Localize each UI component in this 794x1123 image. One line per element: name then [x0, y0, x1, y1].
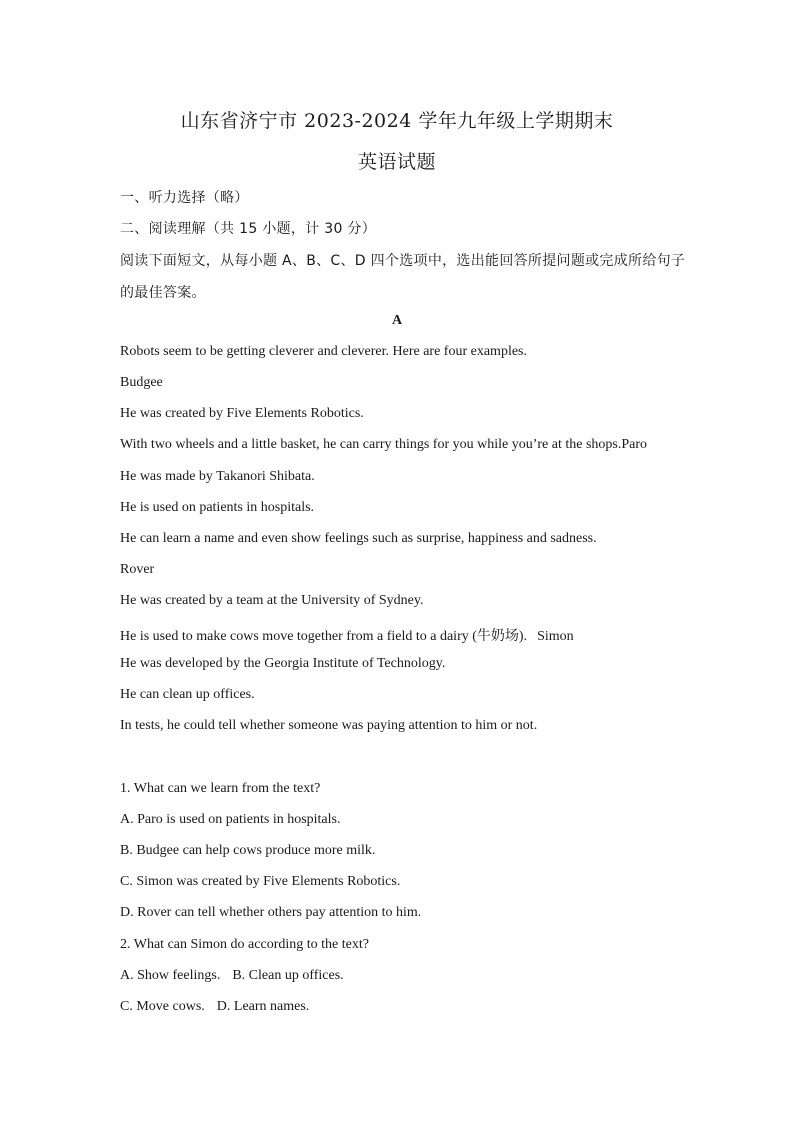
passage-line-text: He is used to make cows move together from a field to a dairy (牛奶场).	[120, 629, 528, 644]
question-1-stem: 1. What can we learn from the text?	[120, 781, 321, 796]
exam-subject-title: 英语试题	[357, 151, 436, 173]
passage-line: He was developed by the Georgia Institute of Technology.	[120, 656, 446, 671]
question-1-option-d[interactable]: D. Rover can tell whether others pay attention to him.	[120, 905, 422, 920]
question-2-option-d[interactable]: D. Learn names.	[216, 999, 310, 1014]
passage-line	[120, 625, 574, 645]
passage-line: He can learn a name and even show feelings such as surprise, happiness and sadness.	[120, 531, 597, 546]
passage-line: He was made by Takanori Shibata.	[120, 469, 315, 484]
exam-title: 山东省济宁市 2023-2024 学年九年级上学期期末	[180, 110, 614, 132]
passage-line: He is used on patients in hospitals.	[120, 500, 315, 515]
question-2-option-b[interactable]: B. Clean up offices.	[232, 968, 344, 983]
question-1-option-c[interactable]: C. Simon was created by Five Elements Robotics.	[120, 874, 401, 889]
question-2-option-c[interactable]: C. Move cows.	[120, 999, 205, 1014]
passage-line: Rover	[120, 562, 155, 577]
question-1-option-a[interactable]: A. Paro is used on patients in hospitals.	[120, 812, 341, 827]
passage-label: A	[391, 313, 403, 328]
section-listening: 一、听力选择（略）	[120, 190, 249, 206]
question-2-options-row-2	[120, 999, 309, 1015]
passage-line: Budgee	[120, 375, 163, 390]
section-reading: 二、阅读理解（共 15 小题，计 30 分）	[120, 221, 377, 237]
robot-name-simon: Simon	[537, 629, 574, 644]
question-2-options-row-1	[120, 968, 344, 984]
passage-line: With two wheels and a little basket, he can carry things for you while you’re at the shops.Paro	[120, 437, 648, 452]
question-2-stem: 2. What can Simon do according to the text?	[120, 937, 369, 952]
passage-line: He was created by Five Elements Robotics.	[120, 406, 364, 421]
passage-line: He was created by a team at the University of Sydney.	[120, 593, 424, 608]
passage-line: Robots seem to be getting cleverer and cleverer. Here are four examples.	[120, 344, 527, 359]
passage-line: In tests, he could tell whether someone was paying attention to him or not.	[120, 718, 538, 733]
question-2-option-a[interactable]: A. Show feelings.	[120, 968, 221, 983]
reading-instruction-line-2: 的最佳答案。	[120, 285, 206, 301]
question-1-option-b[interactable]: B. Budgee can help cows produce more milk.	[120, 843, 376, 858]
reading-instruction-line-1: 阅读下面短文，从每小题 A、B、C、D 四个选项中，选出能回答所提问题或完成所给句子	[120, 253, 686, 269]
passage-line: He can clean up offices.	[120, 687, 255, 702]
